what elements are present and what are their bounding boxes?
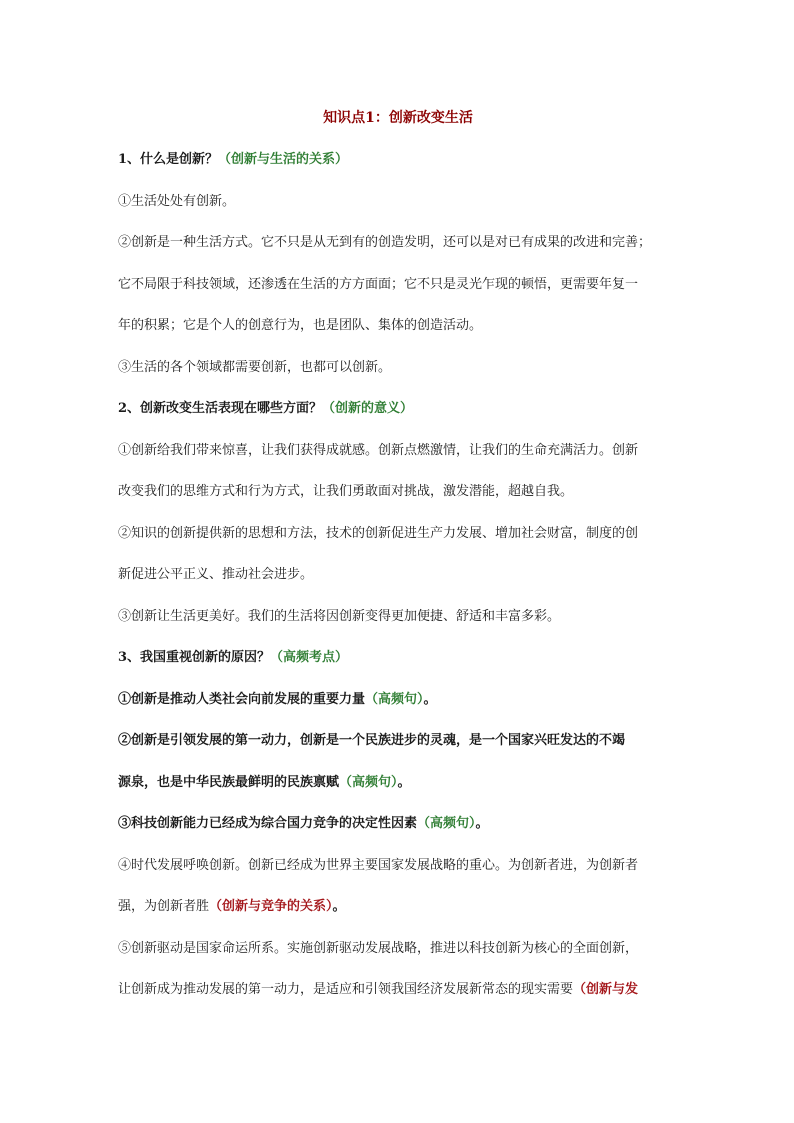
section-2-line-1: ①创新给我们带来惊喜，让我们获得成就感。创新点燃激情，让我们的生命充满活力。创新: [118, 442, 639, 458]
section-heading-tag: （创新与生活的关系）: [218, 152, 349, 167]
section-3-item-7: [118, 935, 678, 977]
section-3-item-2: [118, 727, 678, 769]
section-1-line-3: 它不局限于科技领域，还渗透在生活的方方面面；它不只是灵光乍现的顿悟，更需要年复一: [118, 276, 639, 292]
section-3-item-6: [118, 893, 678, 935]
section-heading-tag: （创新的意义）: [322, 401, 414, 416]
section-3-item-8: [118, 976, 678, 1018]
item-text: 让创新成为推动发展的第一动力，是适应和引领我国经济发展新常态的现实需要: [118, 982, 574, 997]
section-2-line-3: ②知识的创新提供新的思想和方法，技术的创新促进生产力发展、增加社会财富，制度的创: [118, 525, 639, 541]
section-1-line-1: ①生活处处有创新。: [118, 193, 236, 209]
item-tag: （高频句）: [339, 774, 398, 790]
section-1-line-4: 年的积累；它是个人的创意行为，也是团队、集体的创造活动。: [118, 318, 483, 333]
section-1-heading: [118, 146, 678, 188]
item-tag: （高频句）: [417, 816, 476, 831]
document-content: [118, 104, 678, 1018]
item-end: 。: [423, 691, 437, 707]
item-text: ⑤创新驱动是国家命运所系。实施创新驱动发展战略，推进以科技创新为核心的全面创新，: [118, 940, 639, 956]
item-end: 。: [397, 774, 411, 790]
section-2-line-5: ③创新让生活更美好。我们的生活将因创新变得更加便捷、舒适和丰富多彩。: [118, 608, 561, 624]
page-title: 知识点1：创新改变生活: [323, 110, 473, 126]
section-heading-tag: （高频考点）: [270, 650, 349, 665]
item-tag: （高频句）: [365, 691, 424, 707]
item-tag: （创新与发: [573, 982, 639, 997]
section-3-item-5: [118, 852, 678, 894]
item-text: ④时代发展呼唤创新。创新已经成为世界主要国家发展战略的重心。为创新者进，为创新者: [118, 857, 639, 873]
item-tag: （创新与竞争的关系）: [209, 899, 333, 914]
item-text: ②创新是引领发展的第一动力，创新是一个民族进步的灵魂，是一个国家兴旺发达的不竭: [118, 733, 626, 748]
section-heading-text: 2、创新改变生活表现在哪些方面？: [118, 401, 323, 416]
section-2-line-2: 改变我们的思维方式和行为方式，让我们勇敢面对挑战，激发潜能，超越自我。: [118, 484, 574, 499]
section-heading-text: 1、什么是创新？: [118, 152, 219, 167]
section-3-item-3: [118, 769, 678, 811]
section-3-heading: [118, 644, 678, 686]
section-1-line-5: ③生活的各个领域都需要创新，也都可以创新。: [118, 359, 392, 375]
item-end: 。: [475, 816, 489, 831]
item-text: ③科技创新能力已经成为综合国力竞争的决定性因素: [118, 816, 418, 831]
section-3-item-4: [118, 810, 678, 852]
section-heading-text: 3、我国重视创新的原因？: [118, 650, 271, 665]
item-text: ①创新是推动人类社会向前发展的重要力量: [118, 691, 366, 707]
item-text: 源泉，也是中华民族最鲜明的民族禀赋: [118, 774, 340, 790]
section-3-item-1: [118, 686, 678, 728]
item-end: 。: [332, 899, 346, 914]
section-2-heading: [118, 395, 678, 437]
item-text: 强，为创新者胜: [118, 899, 210, 914]
section-1-line-2: ②创新是一种生活方式。它不只是从无到有的创造发明，还可以是对已有成果的改进和完善；: [118, 235, 652, 250]
section-2-line-4: 新促进公平正义、推动社会进步。: [118, 567, 314, 582]
